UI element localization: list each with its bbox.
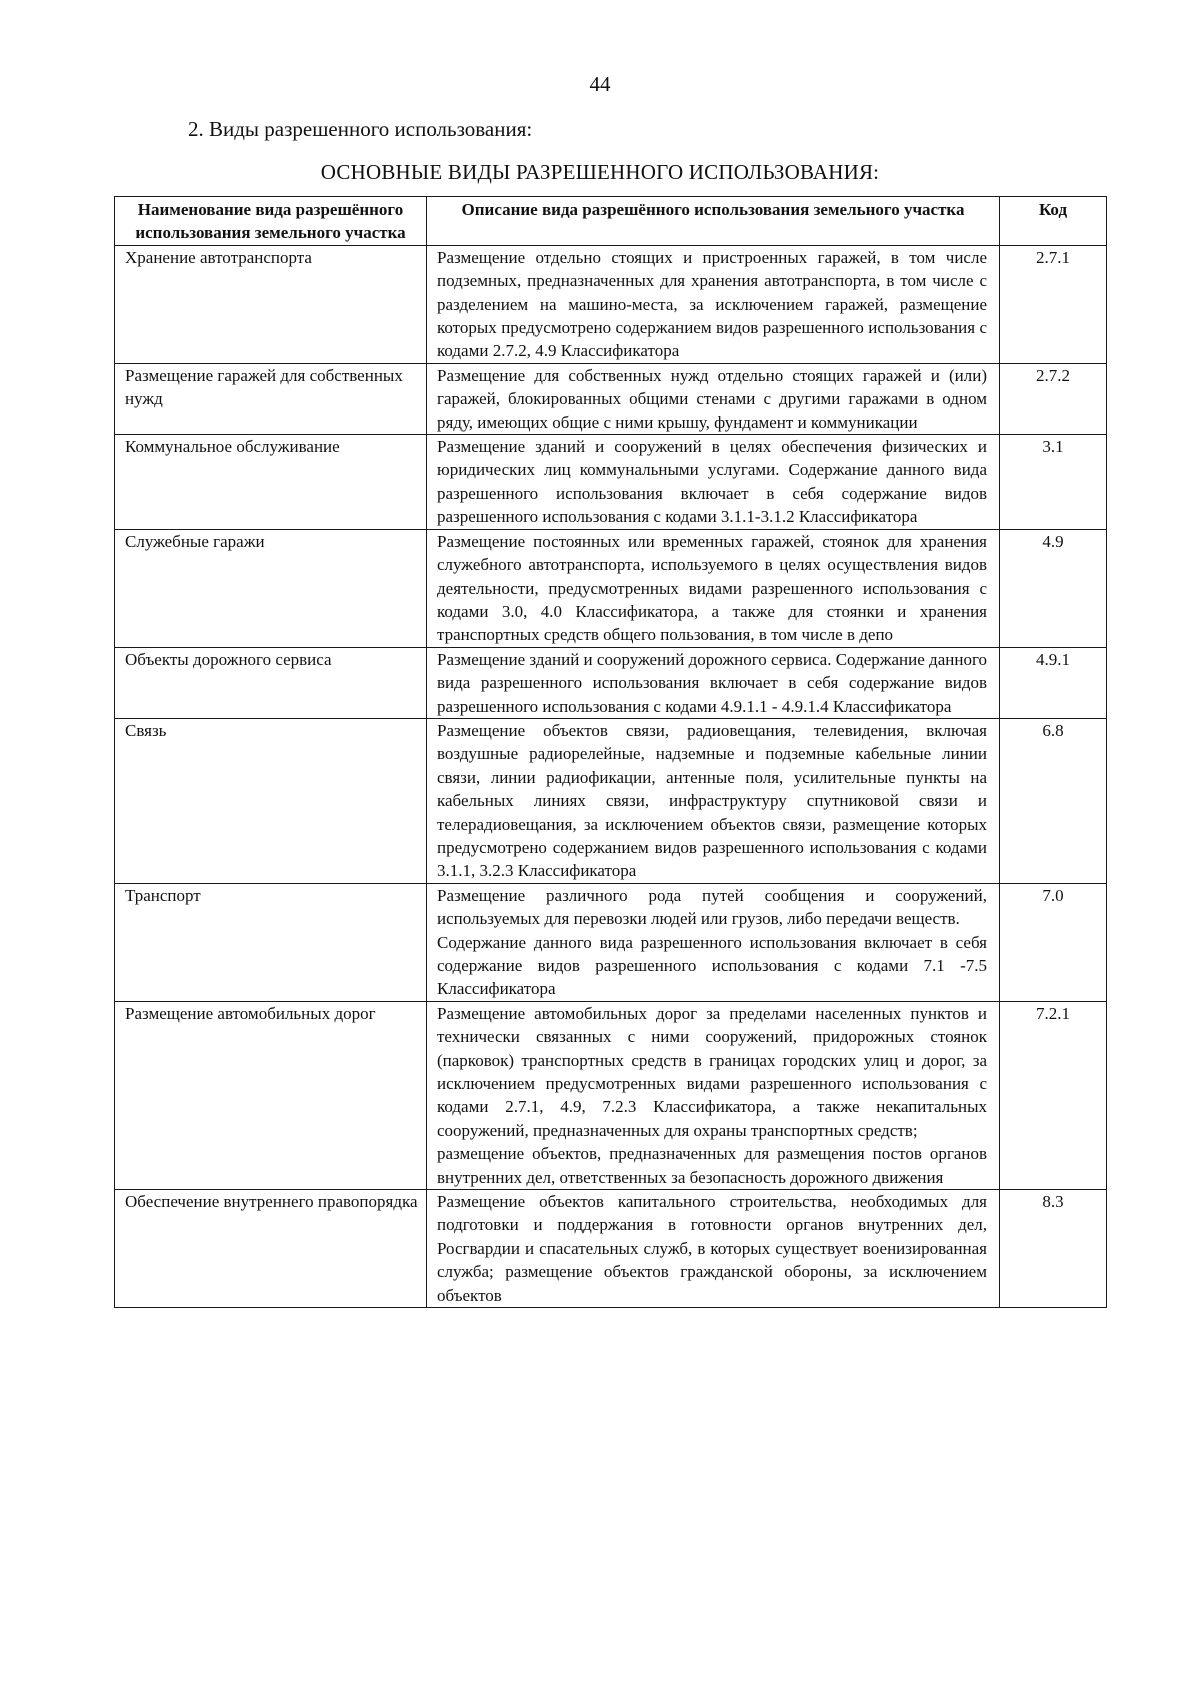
description-paragraph: Размещение для собственных нужд отдельно стоящих гаражей и (или) гаражей, блокированных общими стенами с другими гаражами в одном ряду, имеющих общие с ними крышу, фундамент и коммуникации <box>437 365 987 432</box>
table-row <box>115 718 1107 883</box>
cell-name: Объекты дорожного сервиса <box>115 647 427 718</box>
cell-description <box>427 883 1000 1001</box>
cell-name: Размещение автомобильных дорог <box>115 1001 427 1189</box>
cell-code: 2.7.1 <box>1000 245 1107 363</box>
cell-description <box>427 245 1000 363</box>
description-paragraph: Размещение зданий и сооружений дорожного сервиса. Содержание данного вида разрешенного использования включает в себя содержание видов разрешенного использования с кодами 4.9.1.1 - 4.9.1.4 Классификатора <box>437 649 987 716</box>
cell-description <box>427 1190 1000 1308</box>
cell-name: Коммунальное обслуживание <box>115 435 427 530</box>
table-row <box>115 245 1107 363</box>
cell-description <box>427 435 1000 530</box>
table-row <box>115 883 1107 1001</box>
description-paragraph: Размещение различного рода путей сообщения и сооружений, используемых для перевозки людей или грузов, либо передачи веществ. <box>437 885 987 929</box>
cell-code: 7.2.1 <box>1000 1001 1107 1189</box>
section-heading: 2. Виды разрешенного использования: <box>188 117 533 141</box>
page-number: 44 <box>589 72 611 96</box>
cell-code: 6.8 <box>1000 718 1107 883</box>
header-code: Код <box>1000 197 1107 246</box>
description-paragraph: Размещение отдельно стоящих и пристроенных гаражей, в том числе подземных, предназначенных для хранения автотранспорта, в том числе с разделением на машино-места, за исключением гаражей, размещение которых предусмотрено содержанием видов разрешенного использования с кодами 2.7.2, 4.9 Классификатора <box>437 247 987 361</box>
table-row <box>115 647 1107 718</box>
cell-description <box>427 529 1000 647</box>
cell-code: 4.9 <box>1000 529 1107 647</box>
cell-code: 2.7.2 <box>1000 363 1107 434</box>
header-name: Наименование вида разрешённого использования земельного участка <box>115 197 427 246</box>
cell-description <box>427 363 1000 434</box>
table-header-row <box>115 197 1107 246</box>
table-row <box>115 435 1107 530</box>
land-use-table <box>114 196 1107 1308</box>
description-paragraph: Размещение объектов капитального строительства, необходимых для подготовки и поддержания в готовности органов внутренних дел, Росгвардии и спасательных служб, в которых существует военизированная служба; размещение объектов гражданской обороны, за исключением объектов <box>437 1192 987 1305</box>
table-row <box>115 529 1107 647</box>
cell-code: 4.9.1 <box>1000 647 1107 718</box>
cell-code: 3.1 <box>1000 435 1107 530</box>
cell-name: Служебные гаражи <box>115 529 427 647</box>
cell-description <box>427 647 1000 718</box>
table-row <box>115 1001 1107 1189</box>
description-paragraph: Размещение постоянных или временных гаражей, стоянок для хранения служебного автотранспорта, используемого в целях осуществления видов деятельности, предусмотренных видами разрешенного использования с кодами 3.0, 4.0 Классификатора, а также для стоянки и хранения транспортных средств общего пользования, в том числе в депо <box>437 531 987 645</box>
cell-code: 8.3 <box>1000 1190 1107 1308</box>
table-row <box>115 363 1107 434</box>
cell-name: Обеспечение внутреннего правопорядка <box>115 1190 427 1308</box>
description-paragraph: Размещение зданий и сооружений в целях обеспечения физических и юридических лиц коммунальными услугами. Содержание данного вида разрешенного использования включает в себя содержание видов разрешенного использования с кодами 3.1.1-3.1.2 Классификатора <box>437 437 987 527</box>
description-paragraph: Размещение автомобильных дорог за пределами населенных пунктов и технически связанных с ними сооружений, придорожных стоянок (парковок) транспортных средств в границах городских улиц и дорог, за исключением предусмотренных видами разрешенного использования с кодами 2.7.1, 4.9, 7.2.3 Классификатора, а также некапитальных сооружений, предназначенных для охраны транспортных средств; <box>437 1003 987 1140</box>
table-row <box>115 1190 1107 1308</box>
cell-description <box>427 1001 1000 1189</box>
description-paragraph: Размещение объектов связи, радиовещания, телевидения, включая воздушные радиорелейные, надземные и подземные кабельные линии связи, линии радиофикации, антенные поля, усилительные пункты на кабельных линиях связи, инфраструктуру спутниковой связи и телерадиовещания, за исключением объектов связи, размещение которых предусмотрено содержанием видов разрешенного использования с кодами 3.1.1, 3.2.3 Классификатора <box>437 720 987 881</box>
table-title: ОСНОВНЫЕ ВИДЫ РАЗРЕШЕННОГО ИСПОЛЬЗОВАНИЯ: <box>320 160 880 184</box>
cell-name: Связь <box>115 718 427 883</box>
cell-name: Транспорт <box>115 883 427 1001</box>
cell-name: Размещение гаражей для собственных нужд <box>115 363 427 434</box>
header-description: Описание вида разрешённого использования земельного участка <box>427 197 1000 246</box>
cell-code: 7.0 <box>1000 883 1107 1001</box>
cell-description <box>427 718 1000 883</box>
description-paragraph: Содержание данного вида разрешенного использования включает в себя содержание видов разрешенного использования с кодами 7.1 -7.5 Классификатора <box>437 932 987 999</box>
cell-name: Хранение автотранспорта <box>115 245 427 363</box>
description-paragraph: размещение объектов, предназначенных для размещения постов органов внутренних дел, ответственных за безопасность дорожного движения <box>437 1144 987 1187</box>
